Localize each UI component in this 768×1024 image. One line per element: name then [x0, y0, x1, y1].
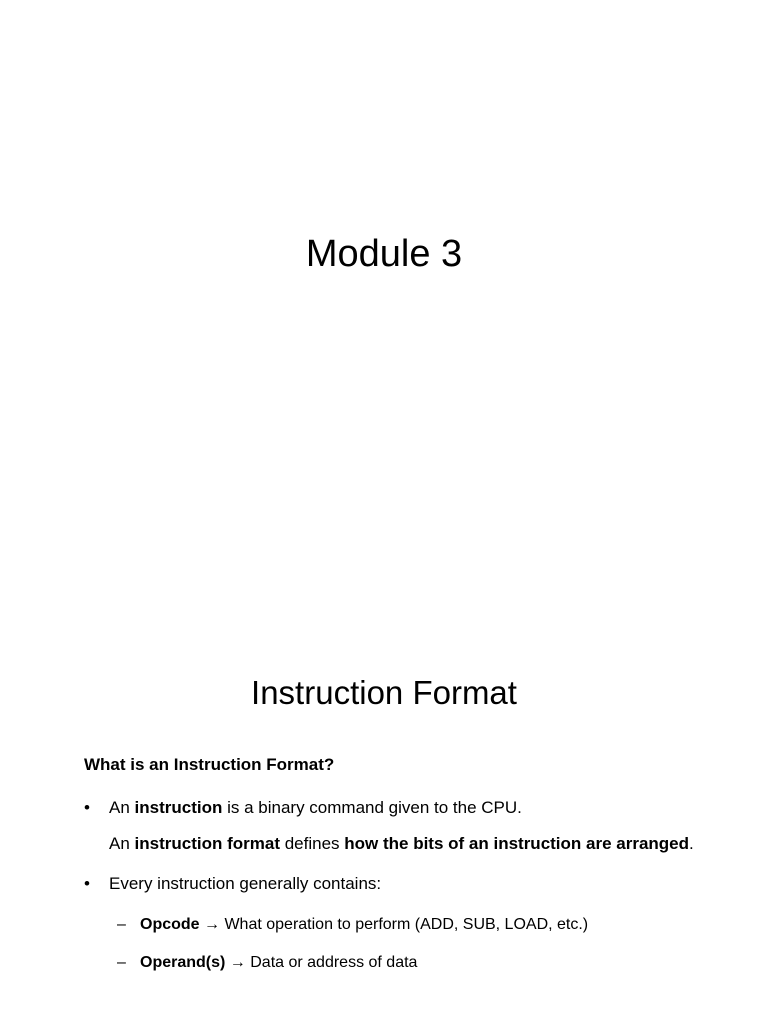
bold-term-opcode: Opcode [140, 916, 200, 933]
text-segment: An [109, 834, 135, 853]
bullet-mark: • [84, 874, 90, 893]
sub-item-operands [84, 944, 724, 982]
text-segment: An [109, 798, 135, 817]
contents-intro: Every instruction generally contains: [109, 874, 382, 893]
bullet-item-contents [84, 866, 724, 902]
bold-phrase-bit-arrangement: how the bits of an instruction are arranged [344, 834, 690, 853]
sub-bullet-list [84, 906, 724, 982]
module-title: Module 3 [305, 233, 463, 275]
slide-content [84, 750, 724, 982]
opcode-description: → What operation to perform (ADD, SUB, LOAD, etc.) [199, 916, 589, 933]
bold-term-instruction: instruction [134, 798, 223, 817]
question-heading: What is an Instruction Format? [84, 755, 335, 774]
dash-mark: – [117, 916, 126, 933]
slide-instruction-format [0, 560, 768, 1024]
bold-term-instruction-format: instruction format [134, 834, 280, 853]
dash-mark: – [117, 954, 126, 971]
definition-line-1 [109, 790, 724, 826]
operands-description: → Data or address of data [225, 954, 418, 971]
bullet-item-definition [84, 790, 724, 862]
slide-title: Instruction Format [251, 674, 517, 711]
bold-term-operands: Operand(s) [140, 954, 226, 971]
definition-line-2 [109, 826, 724, 862]
text-segment: is a binary command given to the CPU. [222, 798, 522, 817]
text-segment: . [689, 834, 694, 853]
bullet-mark: • [84, 798, 90, 817]
bullet-list [84, 790, 724, 902]
text-segment: defines [279, 834, 345, 853]
sub-item-opcode [84, 906, 724, 944]
